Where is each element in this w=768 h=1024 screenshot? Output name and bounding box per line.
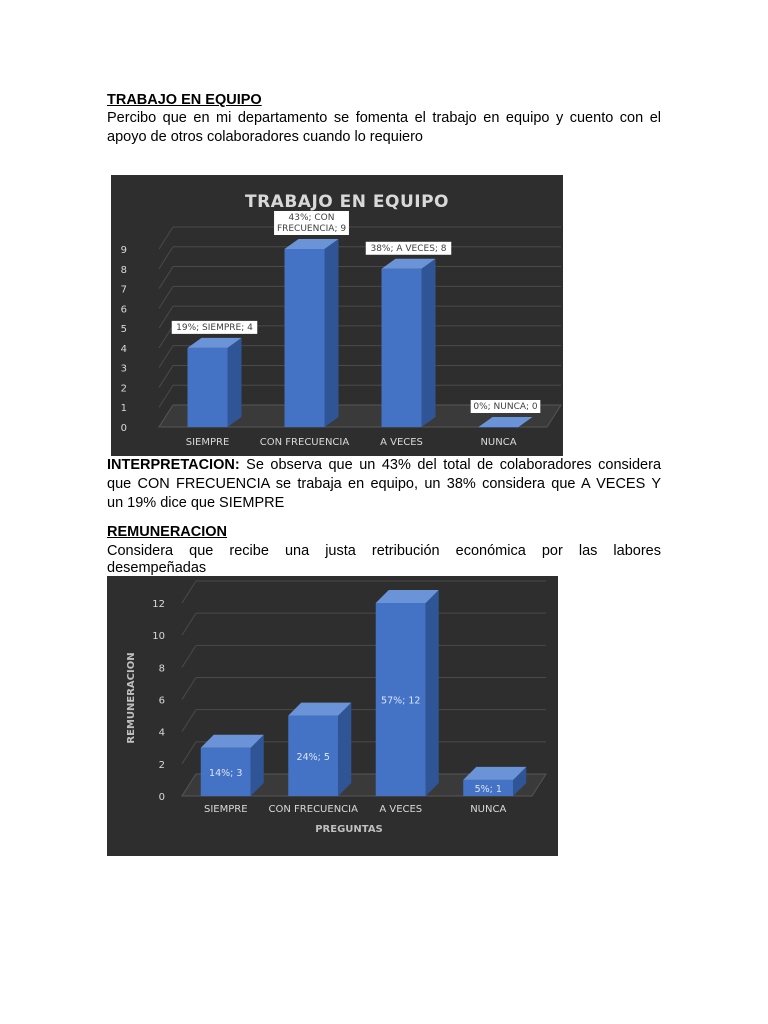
- chart2-ytick-label: 0: [158, 792, 165, 803]
- chart1-svg: [111, 175, 563, 456]
- section2-question-line1: Considera que recibe una justa retribución económica por las labores: [107, 543, 661, 559]
- chart1-ytick-label: 6: [120, 304, 127, 316]
- chart-trabajo-en-equipo: [111, 175, 563, 456]
- chart2-y-axis-title: REMUNERACION: [126, 652, 137, 744]
- chart1-ytick-label: 5: [120, 324, 127, 336]
- chart1-data-label: 0%; NUNCA; 0: [473, 402, 538, 412]
- chart1-ytick-label: 4: [120, 343, 127, 355]
- chart-remuneracion: [107, 576, 558, 856]
- chart2-category-label: CON FRECUENCIA: [268, 804, 358, 815]
- interpretation-line1: [107, 456, 661, 475]
- chart1-title: TRABAJO EN EQUIPO: [244, 192, 450, 212]
- chart1-ytick-label: 2: [120, 383, 127, 395]
- chart1-data-label: 43%; CON: [288, 213, 335, 223]
- chart2-svg: [107, 576, 558, 856]
- chart1-ytick-label: 9: [120, 245, 127, 256]
- chart2-data-label: 57%; 12: [381, 695, 421, 707]
- chart2-data-label: 24%; 5: [296, 751, 330, 763]
- chart2-data-label: 5%; 1: [474, 783, 502, 795]
- chart1-data-label-group: [366, 242, 452, 255]
- chart1-bar: [382, 269, 422, 427]
- chart2-ytick-label: 10: [152, 631, 165, 643]
- chart2-ytick-label: 4: [158, 727, 165, 739]
- chart2-bar-side: [338, 703, 351, 796]
- interpretation-text-1: Se observa que un 43% del total de colaboradores considera: [246, 457, 662, 473]
- interpretation-label: INTERPRETACION:: [107, 457, 240, 473]
- chart1-ytick-label: 0: [120, 423, 127, 434]
- chart1-bar-side: [228, 338, 242, 427]
- chart2-bar-side: [426, 590, 439, 796]
- section2-question-line2: desempeñadas: [107, 560, 207, 576]
- chart1-category-label: SIEMPRE: [185, 437, 230, 448]
- chart1-data-label-group: [172, 321, 258, 334]
- chart1-ytick-label: 8: [120, 264, 127, 276]
- section1-question-line1: Percibo que en mi departamento se fomenta el trabajo en equipo y cuento con el: [107, 110, 661, 126]
- chart2-ytick-label: 2: [158, 759, 165, 771]
- interpretation-line3: un 19% dice que SIEMPRE: [107, 495, 285, 511]
- chart1-bar-side: [325, 239, 339, 427]
- section1-question-line2: apoyo de otros colaboradores cuando lo requiero: [107, 129, 423, 145]
- chart1-bar: [479, 427, 519, 428]
- chart2-category-label: SIEMPRE: [203, 804, 248, 815]
- chart1-data-label: 38%; A VECES; 8: [370, 243, 447, 254]
- chart1-data-label: FRECUENCIA; 9: [276, 224, 347, 234]
- chart1-data-label: 19%; SIEMPRE; 4: [176, 322, 253, 333]
- chart2-x-axis-title: PREGUNTAS: [315, 824, 383, 835]
- chart1-bar: [285, 249, 325, 427]
- chart1-ytick-label: 1: [120, 403, 127, 415]
- chart1-category-label: A VECES: [380, 437, 423, 448]
- chart1-bar-side: [422, 259, 436, 427]
- chart1-bar: [188, 348, 228, 427]
- chart1-data-label-group: [274, 211, 349, 235]
- chart1-ytick-label: 3: [120, 363, 127, 375]
- chart2-ytick-label: 6: [158, 695, 165, 707]
- chart2-ytick-label: 12: [152, 599, 165, 610]
- chart2-ytick-label: 8: [158, 663, 165, 675]
- chart1-data-label-group: [471, 400, 541, 413]
- chart2-data-label: 14%; 3: [209, 767, 243, 779]
- chart2-category-label: NUNCA: [470, 804, 507, 815]
- chart1-category-label: NUNCA: [480, 437, 517, 448]
- chart1-ytick-label: 7: [120, 284, 127, 296]
- section1-heading: TRABAJO EN EQUIPO: [107, 92, 262, 108]
- chart1-category-label: CON FRECUENCIA: [259, 437, 350, 448]
- section2-heading: REMUNERACION: [107, 524, 228, 540]
- interpretation-line2: que CON FRECUENCIA se trabaja en equipo, un 38% considera que A VECES Y: [107, 476, 661, 492]
- chart2-category-label: A VECES: [379, 804, 423, 815]
